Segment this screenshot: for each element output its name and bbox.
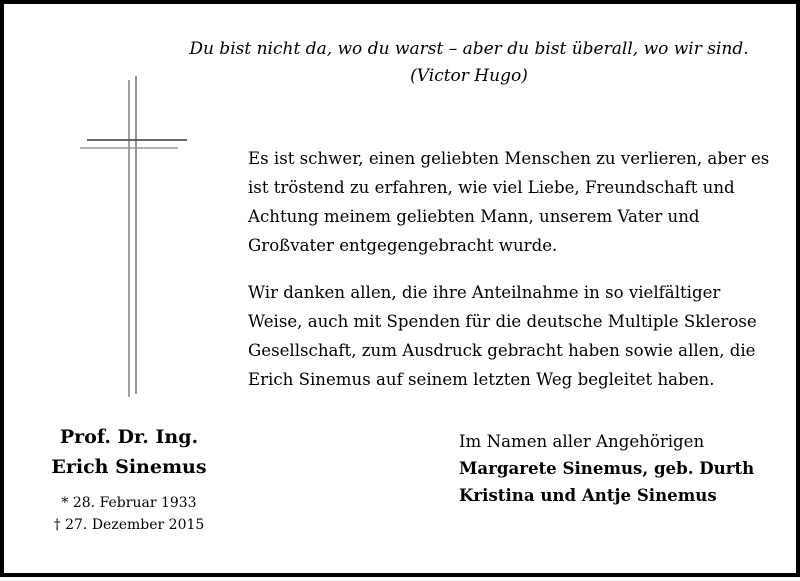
signoff-name-2: Kristina und Antje Sinemus (459, 485, 717, 505)
signoff-intro: Im Namen aller Angehörigen (459, 432, 705, 451)
death-date: † 27. Dezember 2015 (53, 517, 205, 533)
deceased-block (24, 422, 234, 536)
deceased-name: Erich Sinemus (51, 456, 207, 478)
paragraph-line: Gesellschaft, zum Ausdruck gebracht haben sowie allen, die (248, 341, 756, 360)
signoff-name-1: Margarete Sinemus, geb. Durth (459, 458, 755, 478)
life-dates (24, 492, 234, 536)
paragraph-line: ist tröstend zu erfahren, wie viel Liebe, Freundschaft und (248, 178, 735, 197)
thanks-paragraph-1 (248, 144, 788, 260)
quote-block (184, 36, 754, 90)
quote-author: (Victor Hugo) (410, 66, 528, 86)
family-signoff (459, 428, 789, 509)
paragraph-line: Erich Sinemus auf seinem letzten Weg begleitet haben. (248, 370, 715, 389)
paragraph-line: Es ist schwer, einen geliebten Menschen zu verlieren, aber es (248, 149, 770, 168)
paragraph-line: Achtung meinem geliebten Mann, unserem Vater und (248, 207, 700, 226)
paragraph-line: Weise, auch mit Spenden für die deutsche Multiple Sklerose (248, 312, 757, 331)
quote-text: Du bist nicht da, wo du warst – aber du bist überall, wo wir sind. (189, 39, 749, 59)
paragraph-line: Großvater entgegengebracht wurde. (248, 236, 558, 255)
paragraph-line: Wir danken allen, die ihre Anteilnahme in so vielfältiger (248, 283, 721, 302)
birth-date: * 28. Februar 1933 (61, 495, 197, 511)
thanks-paragraph-2 (248, 278, 788, 394)
deceased-title: Prof. Dr. Ing. (59, 426, 199, 448)
